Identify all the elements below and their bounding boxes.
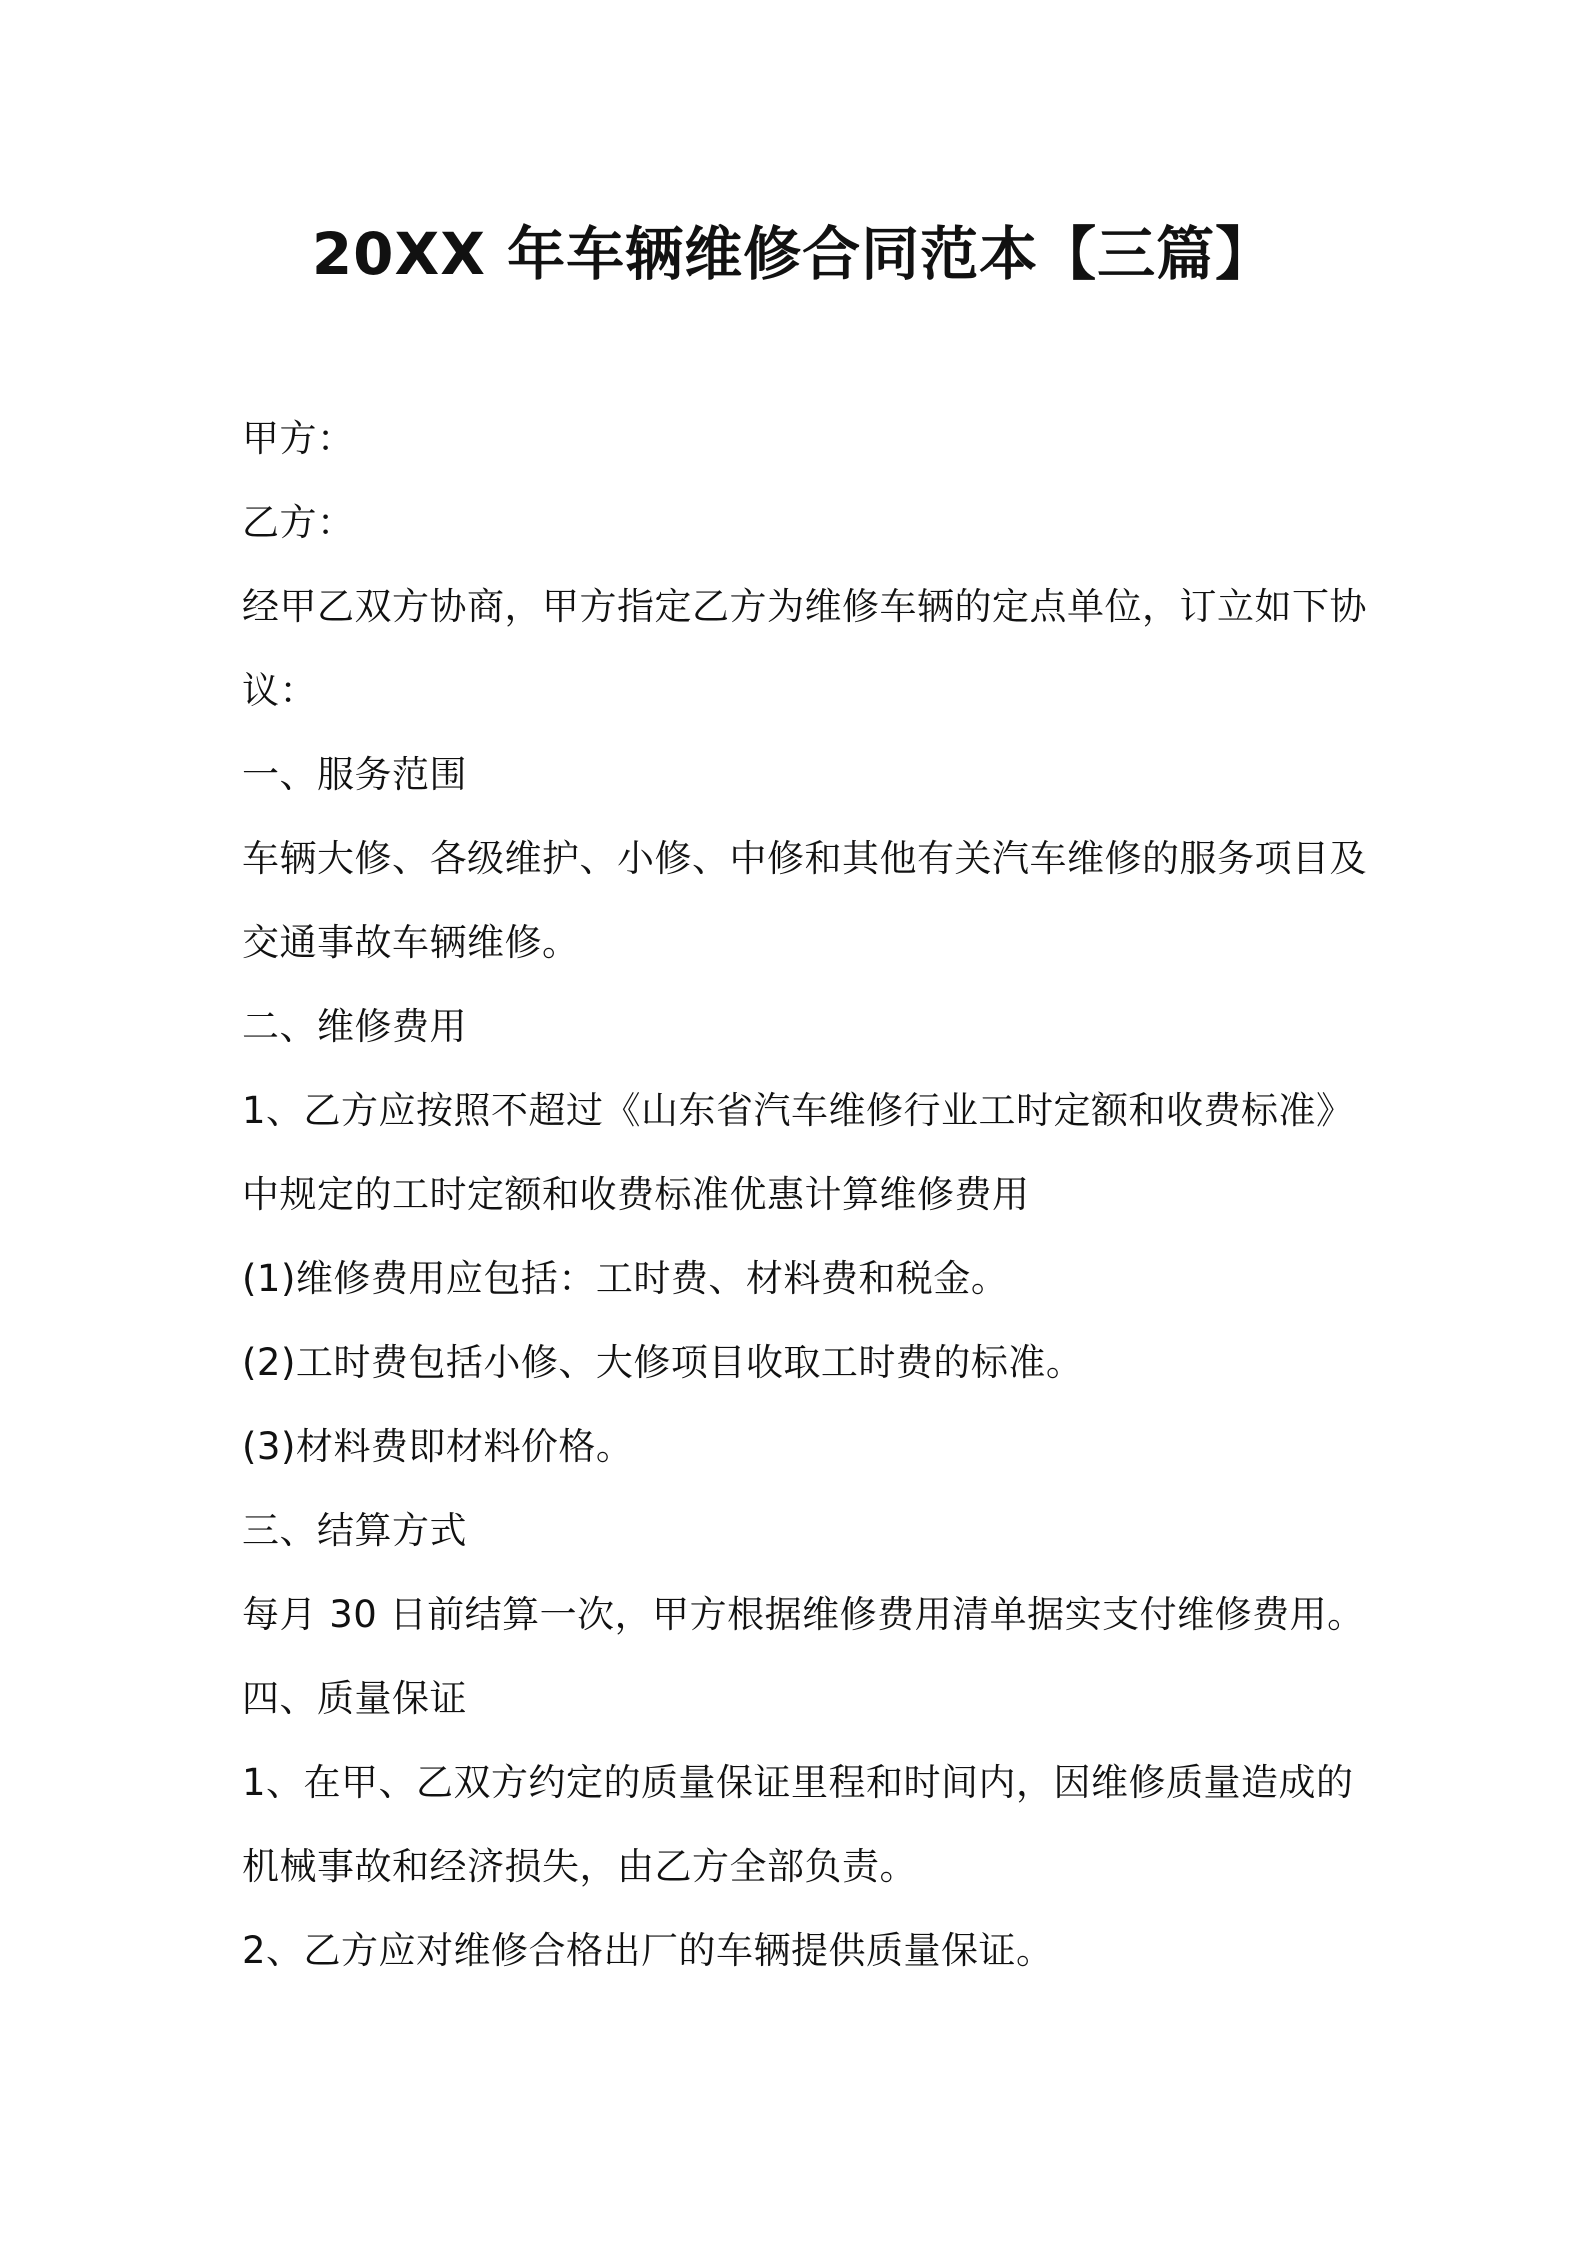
list-item: (1)维修费用应包括：工时费、材料费和税金。 [242,1257,1009,1300]
paragraph-line: 机械事故和经济损失，由乙方全部负责。 [242,1845,917,1888]
paragraph-line: 交通事故车辆维修。 [242,921,580,964]
paragraph-line: 1、乙方应按照不超过《山东省汽车维修行业工时定额和收费标准》 [242,1089,1354,1132]
section-heading-quality-guarantee: 四、质量保证 [242,1677,467,1720]
paragraph-line: 2、乙方应对维修合格出厂的车辆提供质量保证。 [242,1929,1054,1972]
section-heading-service-scope: 一、服务范围 [242,753,467,796]
paragraph-line: 车辆大修、各级维护、小修、中修和其他有关汽车维修的服务项目及 [242,837,1367,880]
paragraph-line: 每月 30 日前结算一次，甲方根据维修费用清单据实支付维修费用。 [242,1593,1365,1636]
document-title: 20XX 年车辆维修合同范本【三篇】 [311,220,1275,288]
paragraph-line: 1、在甲、乙双方约定的质量保证里程和时间内，因维修质量造成的 [242,1761,1354,1804]
paragraph-line: 中规定的工时定额和收费标准优惠计算维修费用 [242,1173,1030,1216]
paragraph-line: 议： [242,669,317,712]
section-heading-repair-fees: 二、维修费用 [242,1005,467,1048]
section-heading-settlement: 三、结算方式 [242,1509,467,1552]
party-a-line: 甲方： [242,417,355,460]
list-item: (2)工时费包括小修、大修项目收取工时费的标准。 [242,1341,1084,1384]
paragraph-line: 经甲乙双方协商，甲方指定乙方为维修车辆的定点单位，订立如下协 [242,585,1367,628]
document-body [242,397,1367,1993]
list-item: (3)材料费即材料价格。 [242,1425,634,1468]
party-b-line: 乙方： [242,501,355,544]
